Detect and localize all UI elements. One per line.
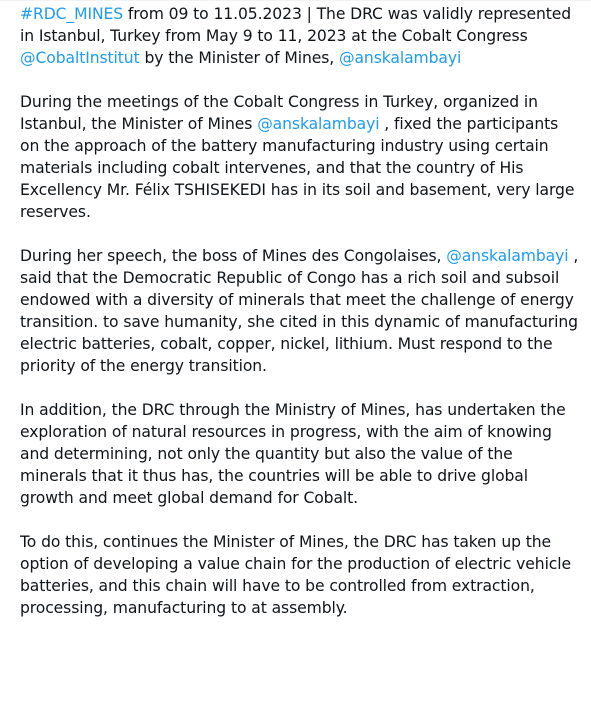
mention-anskalambayi[interactable]: @anskalambayi — [338, 49, 462, 67]
paragraph-3-text-b: , said that the Democratic Republic of Congo has a rich soil and subsoil endowed with a diversity of minerals that meet the challenge of energy transition. to save humanity, she cited in this dynamic of manufacturing electric batteries, cobalt, copper, nickel, lithium. Must respond to the priority of the energy transition. — [20, 247, 579, 375]
post-text — [20, 3, 580, 641]
paragraph-2-text-b: , fixed the participants on the approach of the battery manufacturing industry using certain materials including cobalt intervenes, and that the country of His Excellency Mr. Félix TSHISEKEDI has in its soil and basement, very large reserves. — [20, 115, 575, 221]
mention-anskalambayi[interactable]: @anskalambayi — [257, 115, 380, 133]
top-divider — [0, 0, 591, 1]
mention-anskalambayi[interactable]: @anskalambayi — [446, 247, 569, 265]
paragraph-1-text-b: by the Minister of Mines, — [139, 49, 339, 67]
paragraph-2-text-a: During the meetings of the Cobalt Congress in Turkey, organized in Istanbul, the Minister of Mines — [20, 93, 538, 133]
paragraph-3 — [20, 245, 580, 377]
hashtag-rdc-mines[interactable]: #RDC_MINES — [20, 5, 124, 23]
paragraph-2 — [20, 91, 580, 223]
paragraph-5 — [20, 531, 580, 619]
paragraph-3-text-a: During her speech, the boss of Mines des Congolaises, — [20, 247, 447, 265]
paragraph-1 — [20, 3, 580, 69]
mention-cobaltinstitut[interactable]: @CobaltInstitut — [20, 49, 140, 67]
paragraph-4-text: In addition, the DRC through the Ministry of Mines, has undertaken the exploration of natural resources in progress, with the aim of knowing and determining, not only the quantity but also the value of the minerals that it thus has, the countries will be able to drive global growth and meet global demand for Cobalt. — [20, 401, 566, 507]
paragraph-5-text: To do this, continues the Minister of Mines, the DRC has taken up the option of developing a value chain for the production of electric vehicle batteries, and this chain will have to be controlled from extraction, processing, manufacturing to at assembly. — [20, 533, 571, 617]
paragraph-1-text-a: from 09 to 11.05.2023 | The DRC was validly represented in Istanbul, Turkey from May 9 to 11, 2023 at the Cobalt Congress — [20, 5, 572, 45]
paragraph-4 — [20, 399, 580, 509]
